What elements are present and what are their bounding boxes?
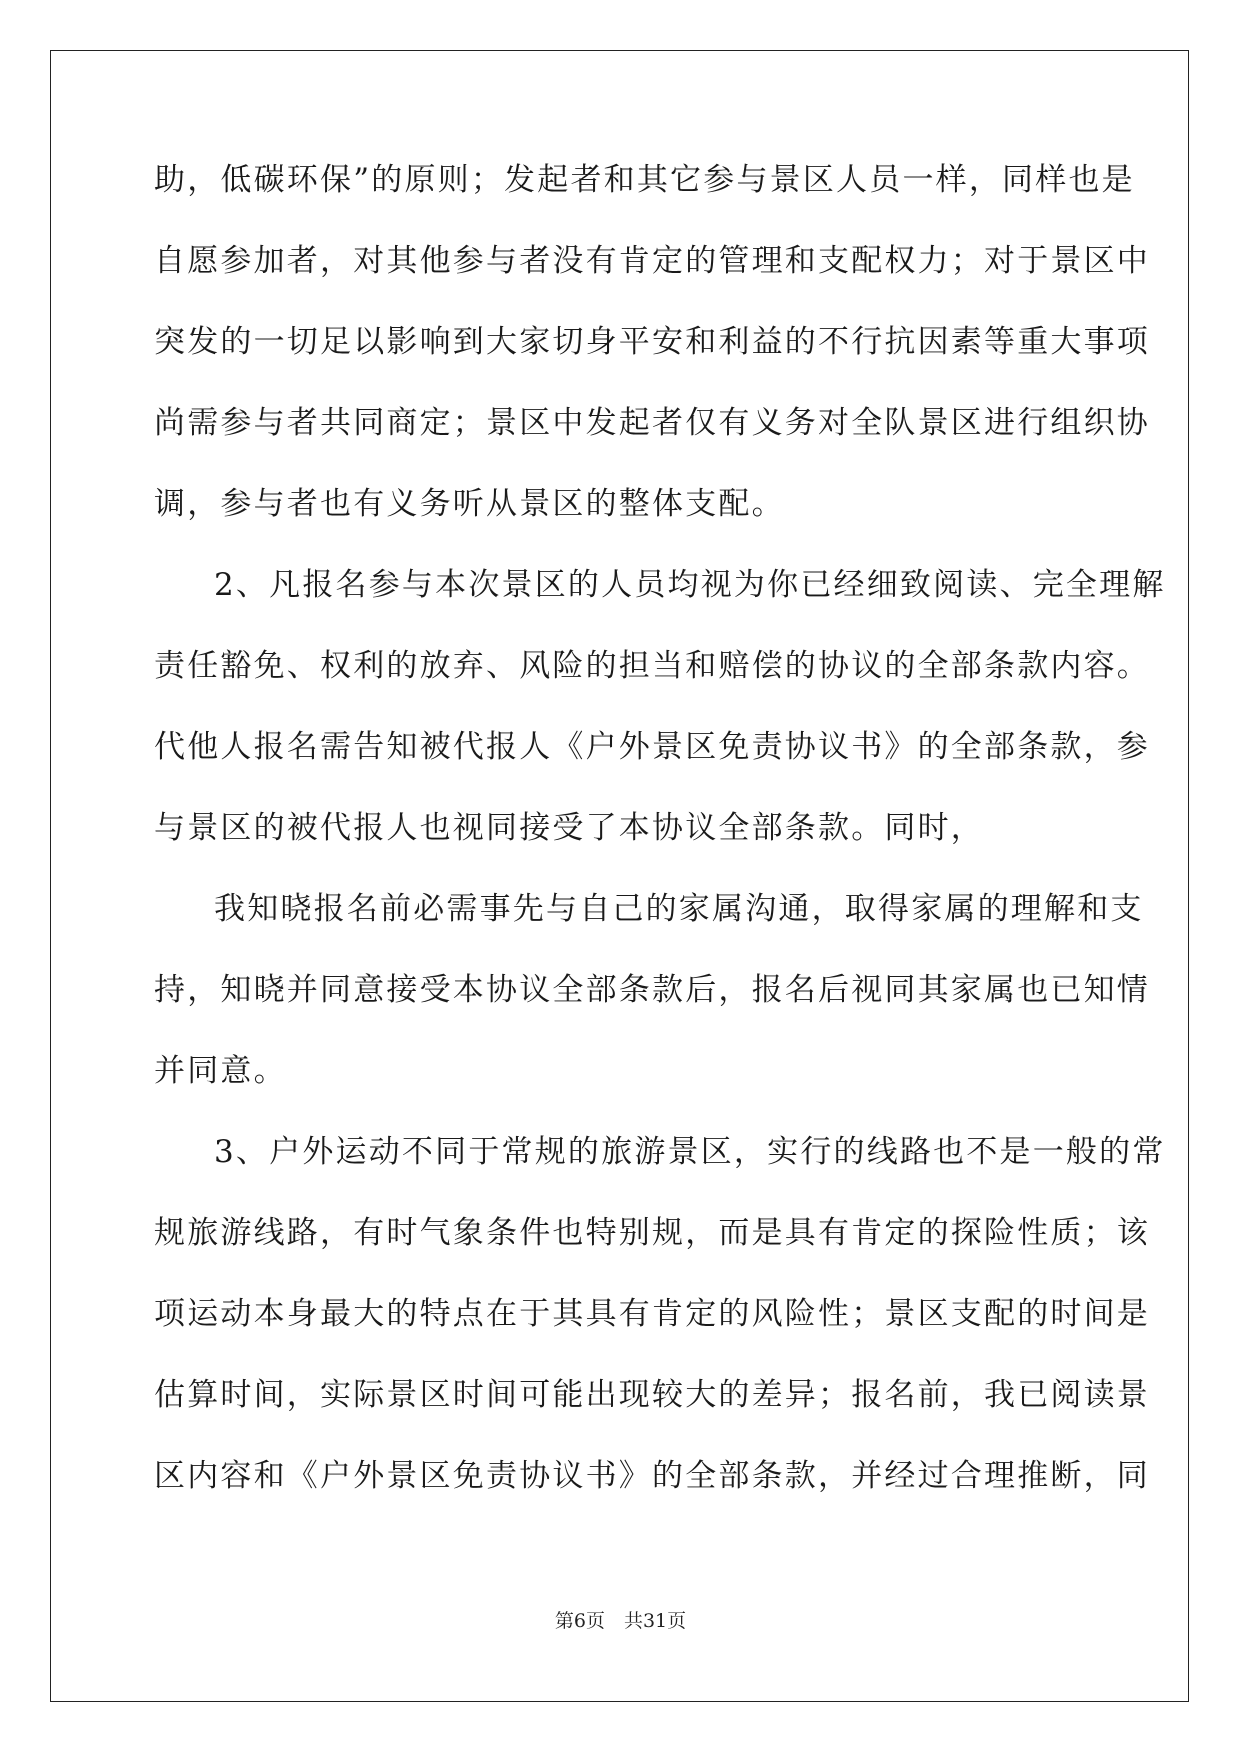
text-line: 并同意。 — [154, 1053, 287, 1089]
text-line: 规旅游线路，有时气象条件也特别规，而是具有肯定的探险性质；该 — [154, 1215, 1150, 1251]
text-line: 助，低碳环保”的原则；发起者和其它参与景区人员一样，同样也是 — [154, 162, 1135, 198]
paragraph-first-line: 3、户外运动不同于常规的旅游景区，实行的线路也不是一般的常 — [214, 1134, 1166, 1170]
text-line: 突发的一切足以影响到大家切身平安和利益的不行抗因素等重大事项 — [154, 324, 1150, 360]
text-line: 代他人报名需告知被代报人《户外景区免责协议书》的全部条款，参 — [154, 729, 1150, 765]
paragraph-first-line: 我知晓报名前必需事先与自己的家属沟通，取得家属的理解和支 — [214, 891, 1144, 927]
paragraph-first-line: 2、凡报名参与本次景区的人员均视为你已经细致阅读、完全理解 — [214, 567, 1166, 603]
text-line: 自愿参加者，对其他参与者没有肯定的管理和支配权力；对于景区中 — [154, 243, 1150, 279]
page-number: 第6页 共31页 — [554, 1610, 687, 1632]
text-line: 与景区的被代报人也视同接受了本协议全部条款。同时， — [154, 810, 984, 846]
text-line: 项运动本身最大的特点在于其具有肯定的风险性；景区支配的时间是 — [154, 1296, 1150, 1332]
document-body — [154, 160, 1166, 1537]
text-line: 调，参与者也有义务听从景区的整体支配。 — [154, 486, 785, 522]
text-line: 估算时间，实际景区时间可能出现较大的差异；报名前，我已阅读景 — [154, 1377, 1150, 1413]
text-line: 尚需参与者共同商定；景区中发起者仅有义务对全队景区进行组织协 — [154, 405, 1150, 441]
text-line: 区内容和《户外景区免责协议书》的全部条款，并经过合理推断，同 — [154, 1458, 1150, 1494]
text-line: 责任豁免、权利的放弃、风险的担当和赔偿的协议的全部条款内容。 — [154, 648, 1150, 684]
text-line: 持，知晓并同意接受本协议全部条款后，报名后视同其家属也已知情 — [154, 972, 1150, 1008]
